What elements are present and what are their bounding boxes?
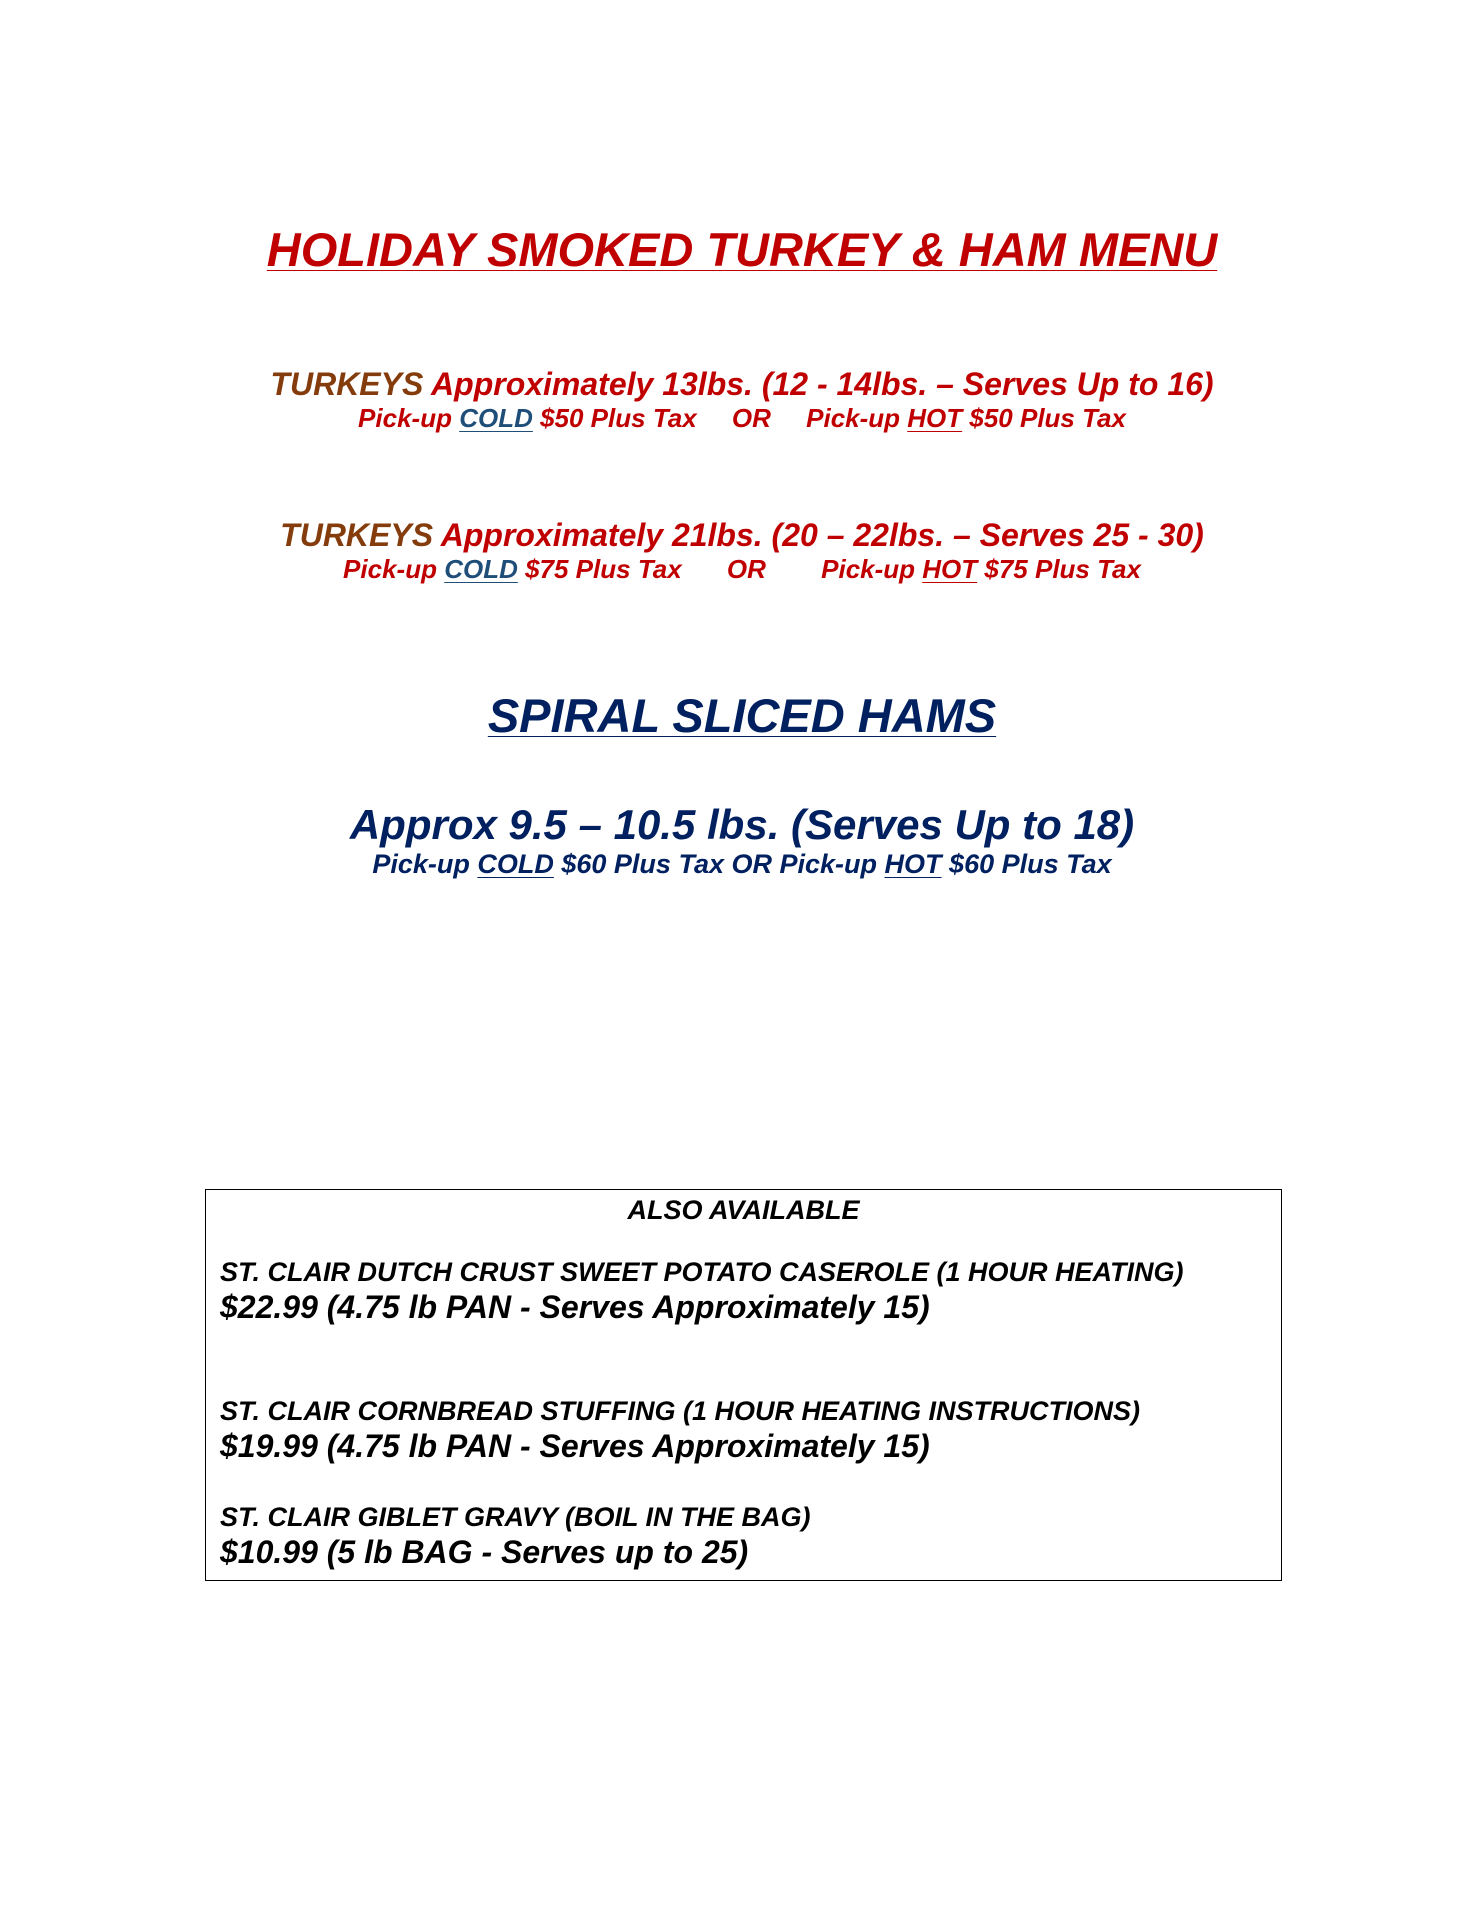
hot-word: HOT — [907, 403, 963, 433]
list-item — [220, 1257, 1220, 1326]
item-price: $10.99 (5 lb BAG - Serves up to 25) — [220, 1534, 749, 1570]
cold-prefix: Pick-up — [358, 403, 460, 433]
item-name: ST. CLAIR CORNBREAD STUFFING (1 HOUR HEATING INSTRUCTIONS) — [220, 1396, 1140, 1426]
cold-price: $75 Plus Tax — [517, 554, 682, 584]
cold-prefix: Pick-up — [372, 849, 478, 879]
list-item — [220, 1502, 1220, 1571]
list-item — [220, 1396, 1220, 1465]
turkey-heading — [0, 516, 1484, 554]
cold-price: $60 Plus Tax — [553, 849, 724, 879]
also-available-title: ALSO AVAILABLE — [627, 1195, 860, 1225]
turkey-pickup-options — [0, 402, 1484, 434]
hot-prefix: Pick-up — [779, 849, 885, 879]
cold-word: COLD — [444, 554, 518, 584]
item-price: $19.99 (4.75 lb PAN - Serves Approximately 15) — [220, 1428, 930, 1464]
ham-description: Approx 9.5 – 10.5 lbs. (Serves Up to 18) — [349, 801, 1135, 848]
cold-word: COLD — [459, 403, 533, 433]
turkey-pickup-options — [0, 553, 1484, 585]
hot-price: $50 Plus Tax — [962, 403, 1126, 433]
hot-prefix: Pick-up — [821, 554, 923, 584]
or-separator: OR — [731, 403, 771, 433]
item-price: $22.99 (4.75 lb PAN - Serves Approximately 15) — [220, 1289, 930, 1325]
or-separator: OR — [731, 849, 772, 879]
hot-word: HOT — [922, 554, 978, 584]
turkey-description: Approximately 21lbs. (20 – 22lbs. – Serves 25 - 30) — [440, 517, 1204, 553]
hot-word: HOT — [884, 849, 942, 879]
turkey-description: Approximately 13lbs. (12 - 14lbs. – Serves Up to 16) — [431, 366, 1214, 402]
also-available-box — [205, 1189, 1282, 1581]
ham-pickup-options — [0, 847, 1484, 881]
item-name: ST. CLAIR GIBLET GRAVY (BOIL IN THE BAG) — [220, 1502, 811, 1532]
cold-word: COLD — [477, 849, 554, 879]
page-title: HOLIDAY SMOKED TURKEY & HAM MENU — [266, 223, 1218, 276]
turkey-label: TURKEYS — [270, 366, 424, 402]
hot-price: $60 Plus Tax — [941, 849, 1112, 879]
hot-price: $75 Plus Tax — [977, 554, 1141, 584]
cold-price: $50 Plus Tax — [532, 403, 697, 433]
hot-prefix: Pick-up — [806, 403, 908, 433]
cold-prefix: Pick-up — [343, 554, 445, 584]
ham-section-title: SPIRAL SLICED HAMS — [487, 689, 997, 742]
or-separator: OR — [726, 554, 766, 584]
turkey-heading — [0, 365, 1484, 403]
item-name: ST. CLAIR DUTCH CRUST SWEET POTATO CASEROLE (1 HOUR HEATING) — [220, 1257, 1184, 1287]
turkey-label: TURKEYS — [280, 517, 434, 553]
